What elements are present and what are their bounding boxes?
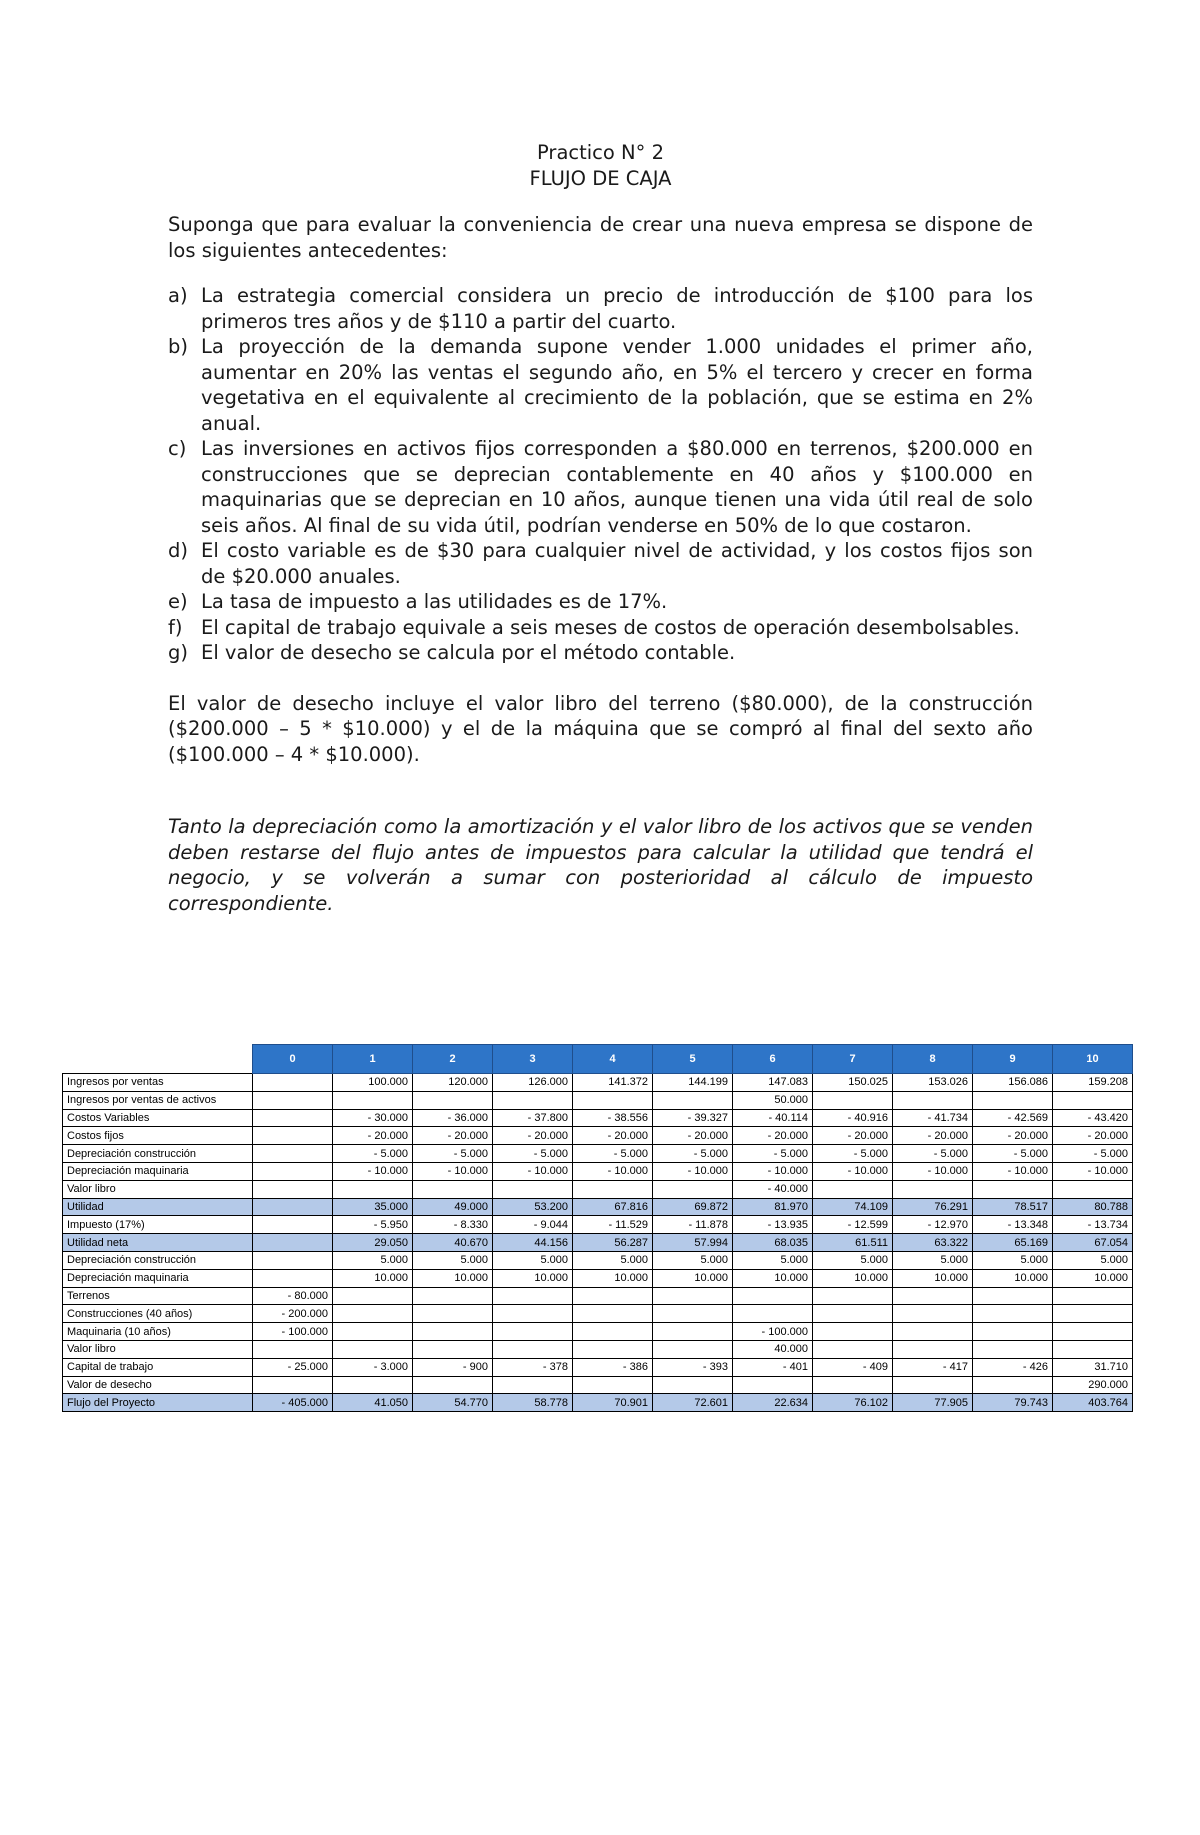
table-cell: - 20.000 [813, 1127, 893, 1145]
list-item-text: El capital de trabajo equivale a seis meses de costos de operación desembolsables. [201, 615, 1020, 639]
list-item-label: e) [168, 590, 188, 613]
table-cell: 5.000 [333, 1251, 413, 1269]
table-cell [253, 1340, 333, 1358]
table-cell: 403.764 [1053, 1394, 1133, 1412]
table-cell: 126.000 [493, 1074, 573, 1092]
list-item-text: La proyección de la demanda supone vender 1.000 unidades el primer año, aumentar en 20% las ventas el segundo año, en 5% el tercero y crecer en forma vegetativa en el equivalente al crecimiento de la población, que se estima en 2% anual. [201, 335, 1033, 435]
table-cell [973, 1180, 1053, 1198]
closing-paragraph: El valor de desecho incluye el valor libro del terreno ($80.000), de la construcción ($200.000 – 5 * $10.000) y el de la máquina que se compró al final del sexto año ($100.000 – 4 * $10.000). [168, 691, 1033, 766]
table-cell [573, 1091, 653, 1109]
table-cell: 100.000 [333, 1074, 413, 1092]
table-cell: - 10.000 [733, 1162, 813, 1180]
table-cell: - 20.000 [1053, 1127, 1133, 1145]
table-cell: 5.000 [493, 1251, 573, 1269]
row-label: Valor libro [63, 1340, 253, 1358]
table-cell: 150.025 [813, 1074, 893, 1092]
table-cell: - 10.000 [813, 1162, 893, 1180]
table-cell: 58.778 [493, 1394, 573, 1412]
table-cell [493, 1305, 573, 1323]
table-cell [653, 1376, 733, 1394]
table-cell [893, 1305, 973, 1323]
table-cell: - 5.000 [413, 1145, 493, 1163]
table-cell: - 39.327 [653, 1109, 733, 1127]
table-cell: - 5.000 [1053, 1145, 1133, 1163]
table-cell [413, 1180, 493, 1198]
row-label: Impuesto (17%) [63, 1216, 253, 1234]
table-cell [493, 1091, 573, 1109]
row-label: Utilidad neta [63, 1234, 253, 1252]
table-cell: - 417 [893, 1358, 973, 1376]
row-label: Depreciación maquinaria [63, 1162, 253, 1180]
table-cell: - 10.000 [973, 1162, 1053, 1180]
table-cell [253, 1269, 333, 1287]
table-cell [333, 1340, 413, 1358]
year-header-cell: 2 [413, 1045, 493, 1074]
row-label: Costos Variables [63, 1109, 253, 1127]
table-cell [813, 1340, 893, 1358]
table-cell [253, 1109, 333, 1127]
table-cell [813, 1091, 893, 1109]
table-cell: - 13.935 [733, 1216, 813, 1234]
row-label: Construcciones (40 años) [63, 1305, 253, 1323]
table-cell [733, 1287, 813, 1305]
table-row [63, 1091, 1133, 1109]
table-cell: 22.634 [733, 1394, 813, 1412]
table-cell: - 20.000 [493, 1127, 573, 1145]
table-row [63, 1340, 1133, 1358]
table-cell [253, 1074, 333, 1092]
table-cell: 144.199 [653, 1074, 733, 1092]
table-cell: - 12.970 [893, 1216, 973, 1234]
table-cell: 5.000 [973, 1251, 1053, 1269]
table-cell: 40.670 [413, 1234, 493, 1252]
table-cell: - 378 [493, 1358, 573, 1376]
table-cell [653, 1305, 733, 1323]
table-cell: 74.109 [813, 1198, 893, 1216]
table-body [63, 1074, 1133, 1412]
table-cell: 120.000 [413, 1074, 493, 1092]
table-cell [973, 1091, 1053, 1109]
table-cell: - 80.000 [253, 1287, 333, 1305]
table-cell [653, 1287, 733, 1305]
table-cell [253, 1127, 333, 1145]
table-cell: 10.000 [813, 1269, 893, 1287]
row-label: Maquinaria (10 años) [63, 1323, 253, 1341]
table-cell [253, 1091, 333, 1109]
table-cell: - 5.000 [973, 1145, 1053, 1163]
table-row [63, 1305, 1133, 1323]
table-row [63, 1180, 1133, 1198]
table-cell: 57.994 [653, 1234, 733, 1252]
table-cell: 67.054 [1053, 1234, 1133, 1252]
table-cell [493, 1376, 573, 1394]
row-label: Valor de desecho [63, 1376, 253, 1394]
table-cell: - 393 [653, 1358, 733, 1376]
table-cell [333, 1091, 413, 1109]
table-row [63, 1145, 1133, 1163]
year-header-cell: 9 [973, 1045, 1053, 1074]
table-cell [253, 1162, 333, 1180]
table-row [63, 1198, 1133, 1216]
table-cell: 54.770 [413, 1394, 493, 1412]
table-cell [973, 1376, 1053, 1394]
table-cell: 72.601 [653, 1394, 733, 1412]
table-cell: - 10.000 [333, 1162, 413, 1180]
table-cell [893, 1323, 973, 1341]
table-cell: - 20.000 [573, 1127, 653, 1145]
table-cell [733, 1305, 813, 1323]
table-cell: - 13.348 [973, 1216, 1053, 1234]
table-cell: - 12.599 [813, 1216, 893, 1234]
table-cell [973, 1305, 1053, 1323]
table-cell [813, 1323, 893, 1341]
table-cell [253, 1234, 333, 1252]
table-cell [813, 1180, 893, 1198]
table-cell: 63.322 [893, 1234, 973, 1252]
table-cell: 147.083 [733, 1074, 813, 1092]
table-cell: - 8.330 [413, 1216, 493, 1234]
row-label: Depreciación construcción [63, 1145, 253, 1163]
table-cell: 159.208 [1053, 1074, 1133, 1092]
list-item-label: g) [168, 641, 188, 664]
table-cell: 5.000 [893, 1251, 973, 1269]
year-header-cell: 7 [813, 1045, 893, 1074]
list-item [168, 283, 1033, 334]
table-cell [733, 1376, 813, 1394]
table-cell [813, 1376, 893, 1394]
table-cell [493, 1287, 573, 1305]
table-cell: 76.102 [813, 1394, 893, 1412]
list-item [168, 538, 1033, 589]
table-cell: 53.200 [493, 1198, 573, 1216]
row-label: Terrenos [63, 1287, 253, 1305]
table-cell: 49.000 [413, 1198, 493, 1216]
table-cell [253, 1145, 333, 1163]
page-title: Practico N° 2 [537, 141, 664, 164]
table-row [63, 1074, 1133, 1092]
table-cell [333, 1305, 413, 1323]
table-cell: - 405.000 [253, 1394, 333, 1412]
table-row [63, 1394, 1133, 1412]
year-header-cell: 0 [253, 1045, 333, 1074]
table-cell: - 3.000 [333, 1358, 413, 1376]
table-cell: - 100.000 [253, 1323, 333, 1341]
table-cell: - 10.000 [573, 1162, 653, 1180]
table-row [63, 1323, 1133, 1341]
table-cell [973, 1287, 1053, 1305]
list-item [168, 436, 1033, 538]
table-cell [973, 1340, 1053, 1358]
cash-flow-table [62, 1044, 1133, 1412]
list-item-label: a) [168, 284, 188, 307]
year-header-cell: 5 [653, 1045, 733, 1074]
table-cell [813, 1287, 893, 1305]
table-cell [493, 1180, 573, 1198]
table-cell: 40.000 [733, 1340, 813, 1358]
table-cell: - 900 [413, 1358, 493, 1376]
table-cell: - 386 [573, 1358, 653, 1376]
table-cell [1053, 1091, 1133, 1109]
table-cell: - 40.000 [733, 1180, 813, 1198]
table-cell: 5.000 [813, 1251, 893, 1269]
table-cell: - 11.529 [573, 1216, 653, 1234]
table-cell: 10.000 [973, 1269, 1053, 1287]
table-cell: 10.000 [573, 1269, 653, 1287]
list-item-text: La estrategia comercial considera un precio de introducción de $100 para los primeros tres años y de $110 a partir del cuarto. [201, 284, 1033, 333]
table-cell: - 5.950 [333, 1216, 413, 1234]
year-header-cell: 3 [493, 1045, 573, 1074]
table-row [63, 1127, 1133, 1145]
list-item-label: d) [168, 539, 188, 562]
table-cell: 10.000 [733, 1269, 813, 1287]
table-cell: - 10.000 [653, 1162, 733, 1180]
list-item-text: Las inversiones en activos fijos corresponden a $80.000 en terrenos, $200.000 en construcciones que se deprecian contablemente en 40 años y $100.000 en maquinarias que se deprecian en 10 años, aunque tienen una vida útil real de solo seis años. Al final de su vida útil, podrían venderse en 50% de lo que costaron. [201, 437, 1033, 537]
table-cell: 79.743 [973, 1394, 1053, 1412]
table-cell: - 5.000 [733, 1145, 813, 1163]
table-cell: - 38.556 [573, 1109, 653, 1127]
table-cell: - 42.569 [973, 1109, 1053, 1127]
table-cell: 77.905 [893, 1394, 973, 1412]
table-cell: - 20.000 [893, 1127, 973, 1145]
year-header-cell: 8 [893, 1045, 973, 1074]
year-header-cell: 10 [1053, 1045, 1133, 1074]
note-paragraph: Tanto la depreciación como la amortización y el valor libro de los activos que se venden deben restarse del flujo antes de impuestos para calcular la utilidad que tendrá el negocio, y se volverán a sumar con posterioridad al cálculo de impuesto correspondiente. [168, 815, 1033, 915]
table-cell: - 43.420 [1053, 1109, 1133, 1127]
table-cell: 10.000 [493, 1269, 573, 1287]
table-cell: 153.026 [893, 1074, 973, 1092]
table-cell: 5.000 [653, 1251, 733, 1269]
table-cell: - 5.000 [573, 1145, 653, 1163]
table-cell [1053, 1340, 1133, 1358]
table-cell: 44.156 [493, 1234, 573, 1252]
table-row [63, 1358, 1133, 1376]
header-blank-cell [63, 1045, 253, 1074]
row-label: Utilidad [63, 1198, 253, 1216]
table-cell: - 20.000 [333, 1127, 413, 1145]
row-label: Depreciación construcción [63, 1251, 253, 1269]
table-cell: 5.000 [573, 1251, 653, 1269]
table-row [63, 1234, 1133, 1252]
table-cell [893, 1376, 973, 1394]
table-cell [333, 1180, 413, 1198]
table-cell [573, 1323, 653, 1341]
table-cell: 141.372 [573, 1074, 653, 1092]
table-cell [253, 1198, 333, 1216]
table-cell: - 41.734 [893, 1109, 973, 1127]
table-cell [253, 1180, 333, 1198]
table-cell: - 13.734 [1053, 1216, 1133, 1234]
table-cell: 10.000 [893, 1269, 973, 1287]
table-cell [573, 1376, 653, 1394]
table-cell [253, 1251, 333, 1269]
table-cell [653, 1180, 733, 1198]
table-cell: - 401 [733, 1358, 813, 1376]
list-item-label: c) [168, 437, 187, 460]
table-cell [813, 1305, 893, 1323]
page-subtitle: FLUJO DE CAJA [529, 166, 672, 190]
table-cell: - 20.000 [733, 1127, 813, 1145]
table-cell: - 9.044 [493, 1216, 573, 1234]
table-cell [573, 1287, 653, 1305]
table-cell: 69.872 [653, 1198, 733, 1216]
table-row [63, 1216, 1133, 1234]
table-cell: 10.000 [653, 1269, 733, 1287]
table-cell: - 30.000 [333, 1109, 413, 1127]
table-cell [253, 1376, 333, 1394]
table-cell: - 20.000 [973, 1127, 1053, 1145]
table-cell: - 5.000 [333, 1145, 413, 1163]
table-cell [1053, 1180, 1133, 1198]
table-cell: 5.000 [733, 1251, 813, 1269]
table-cell: - 40.916 [813, 1109, 893, 1127]
table-cell [1053, 1287, 1133, 1305]
table-header-row [63, 1045, 1133, 1074]
list-item-text: El costo variable es de $30 para cualquier nivel de actividad, y los costos fijos son de $20.000 anuales. [201, 539, 1033, 588]
table-cell: - 11.878 [653, 1216, 733, 1234]
table-cell: - 5.000 [893, 1145, 973, 1163]
year-header-cell: 1 [333, 1045, 413, 1074]
table-cell: - 10.000 [413, 1162, 493, 1180]
row-label: Ingresos por ventas de activos [63, 1091, 253, 1109]
table-cell [893, 1180, 973, 1198]
table-cell [653, 1323, 733, 1341]
list-item-text: El valor de desecho se calcula por el método contable. [201, 641, 736, 664]
table-cell: 41.050 [333, 1394, 413, 1412]
year-header-cell: 4 [573, 1045, 653, 1074]
table-row [63, 1251, 1133, 1269]
table-cell: - 36.000 [413, 1109, 493, 1127]
table-cell [893, 1091, 973, 1109]
table-cell: - 10.000 [493, 1162, 573, 1180]
table-cell: - 20.000 [413, 1127, 493, 1145]
table-row [63, 1109, 1133, 1127]
table-cell: - 5.000 [653, 1145, 733, 1163]
row-label: Costos fijos [63, 1127, 253, 1145]
table-cell [893, 1340, 973, 1358]
table-cell [1053, 1323, 1133, 1341]
list-item [168, 334, 1033, 436]
table-cell: 10.000 [1053, 1269, 1133, 1287]
table-cell [413, 1340, 493, 1358]
table-cell [493, 1340, 573, 1358]
table-cell: - 5.000 [493, 1145, 573, 1163]
table-cell [653, 1340, 733, 1358]
table-cell [333, 1376, 413, 1394]
list-item [168, 589, 1033, 615]
list-item [168, 640, 1033, 666]
table-cell [413, 1323, 493, 1341]
table-cell: 65.169 [973, 1234, 1053, 1252]
table-cell [893, 1287, 973, 1305]
list-item-label: f) [168, 615, 183, 639]
row-label: Ingresos por ventas [63, 1074, 253, 1092]
table-cell [573, 1305, 653, 1323]
table-cell: - 409 [813, 1358, 893, 1376]
table-cell [333, 1323, 413, 1341]
table-cell [253, 1216, 333, 1234]
table-row [63, 1376, 1133, 1394]
assumptions-list [168, 283, 1033, 666]
table-cell [573, 1340, 653, 1358]
row-label: Valor libro [63, 1180, 253, 1198]
table-cell: 67.816 [573, 1198, 653, 1216]
table-cell: - 20.000 [653, 1127, 733, 1145]
list-item-text: La tasa de impuesto a las utilidades es de 17%. [201, 590, 668, 613]
year-header-cell: 6 [733, 1045, 813, 1074]
row-label: Depreciación maquinaria [63, 1269, 253, 1287]
table-cell [973, 1323, 1053, 1341]
problem-statement [168, 140, 1033, 916]
table-cell: 61.511 [813, 1234, 893, 1252]
table-cell: 50.000 [733, 1091, 813, 1109]
table-cell: - 10.000 [893, 1162, 973, 1180]
table-cell: - 426 [973, 1358, 1053, 1376]
table-cell: 76.291 [893, 1198, 973, 1216]
table-cell: 156.086 [973, 1074, 1053, 1092]
row-label: Flujo del Proyecto [63, 1394, 253, 1412]
intro-paragraph: Suponga que para evaluar la conveniencia de crear una nueva empresa se dispone de los siguientes antecedentes: [168, 213, 1033, 262]
table-row [63, 1162, 1133, 1180]
table-cell: 81.970 [733, 1198, 813, 1216]
table-cell: 56.287 [573, 1234, 653, 1252]
table-row [63, 1269, 1133, 1287]
table-cell: 5.000 [413, 1251, 493, 1269]
table-cell: 78.517 [973, 1198, 1053, 1216]
table-cell [333, 1287, 413, 1305]
table-cell: 80.788 [1053, 1198, 1133, 1216]
list-item-label: b) [168, 335, 188, 358]
table-cell: - 10.000 [1053, 1162, 1133, 1180]
table-cell [653, 1091, 733, 1109]
table-cell [413, 1091, 493, 1109]
row-label: Capital de trabajo [63, 1358, 253, 1376]
table-cell: 29.050 [333, 1234, 413, 1252]
table-cell: - 25.000 [253, 1358, 333, 1376]
table-cell [413, 1287, 493, 1305]
table-cell: 70.901 [573, 1394, 653, 1412]
list-item [168, 615, 1033, 641]
table-cell [413, 1305, 493, 1323]
table-row [63, 1287, 1133, 1305]
table-cell: 10.000 [333, 1269, 413, 1287]
table-cell: 5.000 [1053, 1251, 1133, 1269]
table-cell: 31.710 [1053, 1358, 1133, 1376]
table-cell: 35.000 [333, 1198, 413, 1216]
table-cell [1053, 1305, 1133, 1323]
table-cell [493, 1323, 573, 1341]
table-cell: 290.000 [1053, 1376, 1133, 1394]
table-cell: 10.000 [413, 1269, 493, 1287]
table-cell: - 5.000 [813, 1145, 893, 1163]
table-cell [573, 1180, 653, 1198]
table-cell: - 40.114 [733, 1109, 813, 1127]
table-cell: - 37.800 [493, 1109, 573, 1127]
table-cell [413, 1376, 493, 1394]
table-cell: 68.035 [733, 1234, 813, 1252]
table-cell: - 200.000 [253, 1305, 333, 1323]
table-cell: - 100.000 [733, 1323, 813, 1341]
